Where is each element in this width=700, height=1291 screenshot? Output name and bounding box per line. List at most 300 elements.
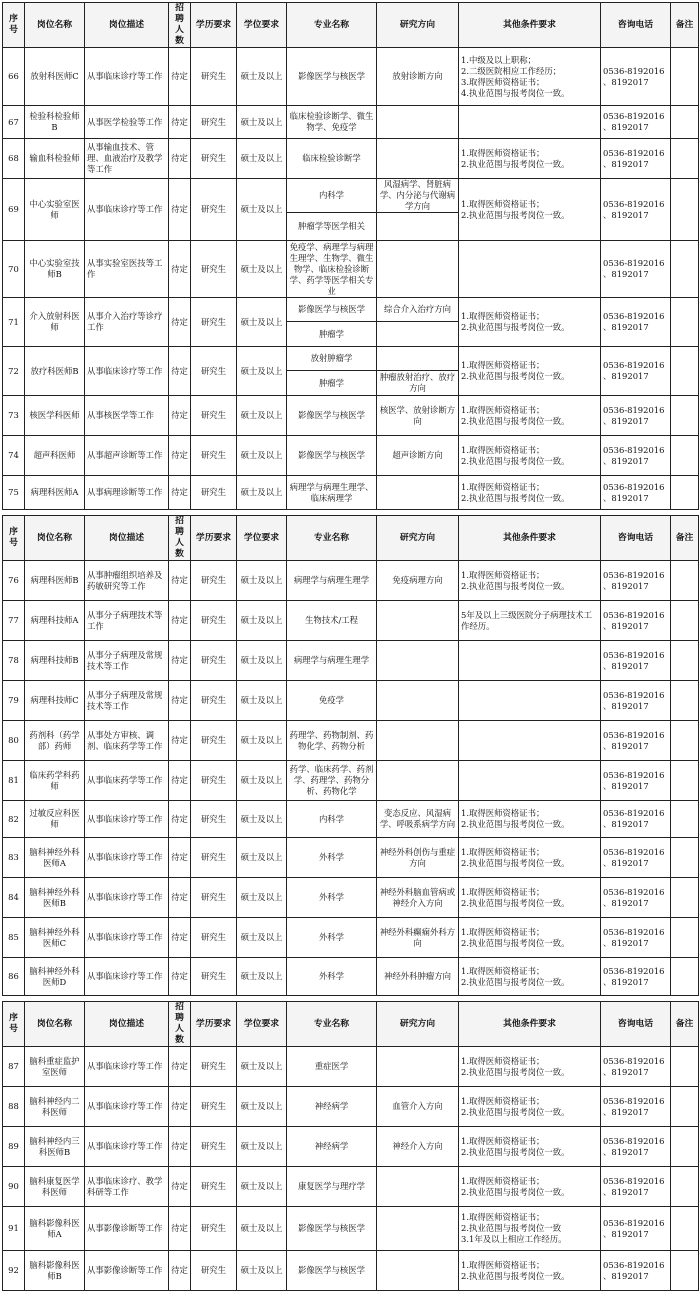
contact-phone: 0536-8192016 、8192017 — [601, 681, 671, 721]
post-name: 病理科技师B — [25, 641, 85, 681]
research-direction: 放射诊断方向 — [377, 48, 459, 106]
table-row — [3, 878, 699, 918]
remarks — [671, 347, 699, 396]
table-row — [3, 298, 699, 322]
remarks — [671, 476, 699, 510]
table-row — [3, 641, 699, 681]
research-direction — [377, 1207, 459, 1251]
row-number: 77 — [3, 601, 25, 641]
other-requirements — [459, 721, 601, 761]
research-direction — [377, 241, 459, 298]
contact-phone: 0536-8192016 、8192017 — [601, 1207, 671, 1251]
contact-phone: 0536-8192016 、8192017 — [601, 801, 671, 838]
education-requirement: 研究生 — [191, 1047, 237, 1087]
other-requirements — [459, 106, 601, 139]
major-name: 影像医学与核医学 — [287, 396, 377, 436]
major-name: 影像医学与核医学 — [287, 1207, 377, 1251]
major-name: 内科学 — [287, 801, 377, 838]
post-description: 从事分子病理及常规技术等工作 — [85, 641, 169, 681]
other-requirements-header: 其他条件要求 — [459, 3, 601, 48]
research-direction — [377, 1047, 459, 1087]
remarks-header: 备注 — [671, 1002, 699, 1047]
table-row — [3, 918, 699, 958]
post-description: 从事临床诊疗等工作 — [85, 48, 169, 106]
table-row — [3, 1127, 699, 1167]
other-requirements: 1.取得医师资格证书； 2.执业范围与报考岗位一致。 — [459, 1251, 601, 1291]
degree-requirement: 硕士及以上 — [237, 48, 287, 106]
contact-phone: 0536-8192016 、8192017 — [601, 958, 671, 996]
major-name: 内科学 — [287, 179, 377, 213]
major-name: 外科学 — [287, 918, 377, 958]
degree-requirement: 硕士及以上 — [237, 918, 287, 958]
post-description: 从事肿瘤组织培养及药敏研究等工作 — [85, 561, 169, 601]
table-row — [3, 48, 699, 106]
post-description: 从事临床诊疗等工作 — [85, 1087, 169, 1127]
other-requirements: 1.中级及以上职称； 2.二级医院相应工作经历； 3.取得医师资格证书； 4.执业范围与报考岗位一致。 — [459, 48, 601, 106]
other-requirements: 5年及以上三级医院分子病理技术工作经历。 — [459, 601, 601, 641]
major-name: 肿瘤学 — [287, 371, 377, 396]
degree-requirement: 硕士及以上 — [237, 396, 287, 436]
recruit-count: 待定 — [169, 958, 191, 996]
row-number: 67 — [3, 106, 25, 139]
research-direction — [377, 641, 459, 681]
table-row — [3, 1087, 699, 1127]
remarks — [671, 1127, 699, 1167]
remarks — [671, 1207, 699, 1251]
remarks — [671, 801, 699, 838]
table-row — [3, 801, 699, 838]
degree-requirement: 硕士及以上 — [237, 1251, 287, 1291]
education-requirement: 研究生 — [191, 139, 237, 179]
education-header: 学历要求 — [191, 1002, 237, 1047]
other-requirements: 1.取得医师资格证书； 2.执业范围与报考岗位一致。 — [459, 436, 601, 476]
research-direction — [377, 681, 459, 721]
research-direction: 血管介入方向 — [377, 1087, 459, 1127]
degree-requirement: 硕士及以上 — [237, 878, 287, 918]
research-direction — [377, 721, 459, 761]
contact-phone: 0536-8192016 、8192017 — [601, 1087, 671, 1127]
post-name: 脑科神经外科医师D — [25, 958, 85, 996]
row-number: 78 — [3, 641, 25, 681]
remarks — [671, 241, 699, 298]
contact-phone: 0536-8192016 、8192017 — [601, 139, 671, 179]
contact-phone: 0536-8192016 、8192017 — [601, 1047, 671, 1087]
post-name: 脑科影像科医师A — [25, 1207, 85, 1251]
table-row — [3, 721, 699, 761]
recruit-count: 待定 — [169, 241, 191, 298]
post-description: 从事临床药学等工作 — [85, 761, 169, 801]
recruitment-table-segment — [2, 2, 699, 510]
post-name: 超声科医师 — [25, 436, 85, 476]
other-requirements: 1.取得医师资格证书； 2.执业范围与报考岗位一致。 — [459, 918, 601, 958]
contact-phone: 0536-8192016 、8192017 — [601, 298, 671, 347]
post-name: 脑科神经外科医师A — [25, 838, 85, 878]
post-desc-header: 岗位描述 — [85, 3, 169, 48]
table-row — [3, 681, 699, 721]
education-requirement: 研究生 — [191, 106, 237, 139]
degree-requirement: 硕士及以上 — [237, 1167, 287, 1207]
table-row — [3, 561, 699, 601]
degree-requirement: 硕士及以上 — [237, 436, 287, 476]
other-requirements: 1.取得医师资格证书； 2.执业范围与报考岗位一致。 — [459, 139, 601, 179]
post-name: 临床药学科药师 — [25, 761, 85, 801]
recruitment-table-segment — [2, 1001, 699, 1291]
major-name: 影像医学与核医学 — [287, 298, 377, 322]
post-name: 病理科技师A — [25, 601, 85, 641]
degree-requirement: 硕士及以上 — [237, 1127, 287, 1167]
major-name: 外科学 — [287, 878, 377, 918]
degree-requirement: 硕士及以上 — [237, 958, 287, 996]
remarks — [671, 641, 699, 681]
post-name: 输血科检验师 — [25, 139, 85, 179]
research-direction — [377, 139, 459, 179]
post-name-header: 岗位名称 — [25, 516, 85, 561]
row-number: 92 — [3, 1251, 25, 1291]
degree-requirement: 硕士及以上 — [237, 106, 287, 139]
major-name: 神经病学 — [287, 1127, 377, 1167]
post-description: 从事分子病理技术等工作 — [85, 601, 169, 641]
education-requirement: 研究生 — [191, 298, 237, 347]
table-row — [3, 1167, 699, 1207]
education-requirement: 研究生 — [191, 241, 237, 298]
post-name: 介入放射科医师 — [25, 298, 85, 347]
major-name: 临床检验诊断学 — [287, 139, 377, 179]
other-requirements: 1.取得医师资格证书； 2.执业范围与报考岗位一致。 — [459, 1167, 601, 1207]
recruit-count: 待定 — [169, 179, 191, 241]
contact-phone: 0536-8192016 、8192017 — [601, 396, 671, 436]
no-header: 序号 — [3, 1002, 25, 1047]
major-name: 免疫学 — [287, 681, 377, 721]
recruit-count: 待定 — [169, 641, 191, 681]
education-requirement: 研究生 — [191, 1087, 237, 1127]
recruit-count: 待定 — [169, 396, 191, 436]
education-requirement: 研究生 — [191, 1207, 237, 1251]
contact-phone: 0536-8192016 、8192017 — [601, 1167, 671, 1207]
major-name: 影像医学与核医学 — [287, 1251, 377, 1291]
major-name: 影像医学与核医学 — [287, 48, 377, 106]
contact-phone: 0536-8192016 、8192017 — [601, 1251, 671, 1291]
remarks — [671, 139, 699, 179]
post-description: 从事超声诊断等工作 — [85, 436, 169, 476]
education-requirement: 研究生 — [191, 1167, 237, 1207]
post-name: 核医学科医师 — [25, 396, 85, 436]
post-description: 从事临床诊疗等工作 — [85, 179, 169, 241]
other-requirements: 1.取得医师资格证书； 2.执业范围与报考岗位一致。 — [459, 838, 601, 878]
major-name: 病理学与病理生理学 — [287, 641, 377, 681]
education-requirement: 研究生 — [191, 1127, 237, 1167]
major-name: 药理学、药物制剂、药物化学、药物分析 — [287, 721, 377, 761]
remarks — [671, 436, 699, 476]
remarks-header: 备注 — [671, 3, 699, 48]
post-description: 从事输血技术、管理、血液治疗及教学等工作 — [85, 139, 169, 179]
recruitment-table-segment — [2, 515, 699, 996]
recruit-count: 待定 — [169, 681, 191, 721]
contact-phone: 0536-8192016 、8192017 — [601, 878, 671, 918]
contact-phone: 0536-8192016 、8192017 — [601, 1127, 671, 1167]
degree-requirement: 硕士及以上 — [237, 601, 287, 641]
other-requirements — [459, 761, 601, 801]
recruit-count: 待定 — [169, 1087, 191, 1127]
row-number: 85 — [3, 918, 25, 958]
row-number: 74 — [3, 436, 25, 476]
major-name: 免疫学、病理学与病理生理学、生物学、微生物学、临床检验诊断学、药学等医学相关专业 — [287, 241, 377, 298]
remarks — [671, 918, 699, 958]
remarks — [671, 721, 699, 761]
other-requirements: 1.取得医师资格证书； 2.执业范围与报考岗位一致。 — [459, 801, 601, 838]
degree-requirement: 硕士及以上 — [237, 1087, 287, 1127]
table-row — [3, 838, 699, 878]
education-requirement: 研究生 — [191, 918, 237, 958]
post-name: 脑科神经内三科医师B — [25, 1127, 85, 1167]
contact-phone: 0536-8192016 、8192017 — [601, 721, 671, 761]
post-name: 病理科医师A — [25, 476, 85, 510]
recruit-count: 待定 — [169, 298, 191, 347]
table-row — [3, 958, 699, 996]
remarks — [671, 1047, 699, 1087]
degree-header: 学位要求 — [237, 3, 287, 48]
row-number: 90 — [3, 1167, 25, 1207]
table-row — [3, 761, 699, 801]
post-name-header: 岗位名称 — [25, 3, 85, 48]
no-header: 序号 — [3, 3, 25, 48]
contact-phone: 0536-8192016 、8192017 — [601, 561, 671, 601]
recruit-count: 待定 — [169, 48, 191, 106]
recruit-count: 待定 — [169, 918, 191, 958]
other-requirements: 1.取得医师资格证书； 2.执业范围与报考岗位一致。 — [459, 1127, 601, 1167]
recruit-count: 待定 — [169, 561, 191, 601]
major-name: 放射肿瘤学 — [287, 347, 377, 371]
degree-requirement: 硕士及以上 — [237, 838, 287, 878]
other-requirements: 1.取得医师资格证书； 2.执业范围与报考岗位一致。 — [459, 958, 601, 996]
contact-phone: 0536-8192016 、8192017 — [601, 347, 671, 396]
table-row — [3, 476, 699, 510]
research-direction: 核医学、放射诊断方向 — [377, 396, 459, 436]
row-number: 68 — [3, 139, 25, 179]
major-name: 肿瘤学 — [287, 322, 377, 347]
phone-header: 咨询电话 — [601, 1002, 671, 1047]
research-direction: 肿瘤放射治疗、放疗方向 — [377, 371, 459, 396]
research-direction: 变态反应、风湿病学、呼吸系病学方向 — [377, 801, 459, 838]
count-header: 招聘人数 — [169, 516, 191, 561]
recruit-count: 待定 — [169, 1047, 191, 1087]
recruit-count: 待定 — [169, 106, 191, 139]
post-description: 从事实验室医技等工作 — [85, 241, 169, 298]
recruit-count: 待定 — [169, 476, 191, 510]
major-name: 神经病学 — [287, 1087, 377, 1127]
post-name: 中心实验室技师B — [25, 241, 85, 298]
post-description: 从事病理诊断等工作 — [85, 476, 169, 510]
education-requirement: 研究生 — [191, 958, 237, 996]
post-description: 从事介入治疗等诊疗工作 — [85, 298, 169, 347]
education-header: 学历要求 — [191, 3, 237, 48]
row-number: 81 — [3, 761, 25, 801]
post-name: 过敏反应科医师 — [25, 801, 85, 838]
post-name: 病理科医师B — [25, 561, 85, 601]
research-header: 研究方向 — [377, 3, 459, 48]
recruit-count: 待定 — [169, 761, 191, 801]
research-direction: 风湿病学、肾脏病学、内分泌与代谢病学方向 — [377, 179, 459, 213]
post-name: 放疗科医师B — [25, 347, 85, 396]
post-description: 从事临床诊疗等工作 — [85, 838, 169, 878]
research-direction — [377, 347, 459, 371]
post-name: 药剂科（药学部）药师 — [25, 721, 85, 761]
research-direction: 神经外科肿瘤方向 — [377, 958, 459, 996]
education-requirement: 研究生 — [191, 721, 237, 761]
degree-requirement: 硕士及以上 — [237, 561, 287, 601]
contact-phone: 0536-8192016 、8192017 — [601, 601, 671, 641]
education-requirement: 研究生 — [191, 641, 237, 681]
post-name: 放射科医师C — [25, 48, 85, 106]
post-description: 从事影像诊断等工作 — [85, 1251, 169, 1291]
row-number: 75 — [3, 476, 25, 510]
other-requirements: 1.取得医师资格证书； 2.执业范围与报考岗位一致。 — [459, 1087, 601, 1127]
post-name: 脑科神经外科医师B — [25, 878, 85, 918]
contact-phone: 0536-8192016 、8192017 — [601, 436, 671, 476]
table-row — [3, 106, 699, 139]
recruit-count: 待定 — [169, 878, 191, 918]
degree-requirement: 硕士及以上 — [237, 347, 287, 396]
education-requirement: 研究生 — [191, 601, 237, 641]
major-name: 临床检验诊断学、微生物学、免疫学 — [287, 106, 377, 139]
research-direction — [377, 601, 459, 641]
remarks — [671, 878, 699, 918]
post-name: 脑科重症监护室医师 — [25, 1047, 85, 1087]
research-direction — [377, 322, 459, 347]
row-number: 88 — [3, 1087, 25, 1127]
contact-phone: 0536-8192016 、8192017 — [601, 918, 671, 958]
table-row — [3, 1251, 699, 1291]
major-name: 生物技术/工程 — [287, 601, 377, 641]
education-requirement: 研究生 — [191, 179, 237, 241]
research-direction — [377, 1167, 459, 1207]
contact-phone: 0536-8192016 、8192017 — [601, 476, 671, 510]
other-requirements: 1.取得医师资格证书； 2.执业范围与报考岗位一致。 — [459, 561, 601, 601]
remarks — [671, 1251, 699, 1291]
other-requirements-header: 其他条件要求 — [459, 516, 601, 561]
table-row — [3, 1207, 699, 1251]
degree-header: 学位要求 — [237, 1002, 287, 1047]
research-header: 研究方向 — [377, 516, 459, 561]
education-requirement: 研究生 — [191, 396, 237, 436]
table-row — [3, 601, 699, 641]
table-row — [3, 1047, 699, 1087]
research-direction: 免疫病理方向 — [377, 561, 459, 601]
post-description: 从事临床诊疗等工作 — [85, 958, 169, 996]
research-direction: 超声诊断方向 — [377, 436, 459, 476]
contact-phone: 0536-8192016 、8192017 — [601, 48, 671, 106]
row-number: 69 — [3, 179, 25, 241]
education-header: 学历要求 — [191, 516, 237, 561]
research-direction: 神经外科癫痫外科方向 — [377, 918, 459, 958]
remarks — [671, 958, 699, 996]
contact-phone: 0536-8192016 、8192017 — [601, 241, 671, 298]
contact-phone: 0536-8192016 、8192017 — [601, 106, 671, 139]
other-requirements: 1.取得医师资格证书； 2.执业范围与报考岗位一致。 — [459, 476, 601, 510]
other-requirements — [459, 681, 601, 721]
degree-requirement: 硕士及以上 — [237, 681, 287, 721]
table-row — [3, 179, 699, 213]
row-number: 91 — [3, 1207, 25, 1251]
row-number: 83 — [3, 838, 25, 878]
major-name: 外科学 — [287, 958, 377, 996]
degree-requirement: 硕士及以上 — [237, 1047, 287, 1087]
contact-phone: 0536-8192016 、8192017 — [601, 838, 671, 878]
education-requirement: 研究生 — [191, 681, 237, 721]
recruit-count: 待定 — [169, 721, 191, 761]
table-row — [3, 241, 699, 298]
education-requirement: 研究生 — [191, 476, 237, 510]
row-number: 66 — [3, 48, 25, 106]
major-name: 康复医学与理疗学 — [287, 1167, 377, 1207]
phone-header: 咨询电话 — [601, 516, 671, 561]
research-header: 研究方向 — [377, 1002, 459, 1047]
row-number: 79 — [3, 681, 25, 721]
recruit-count: 待定 — [169, 1167, 191, 1207]
row-number: 87 — [3, 1047, 25, 1087]
post-name: 中心实验室医师 — [25, 179, 85, 241]
remarks-header: 备注 — [671, 516, 699, 561]
post-description: 从事临床诊疗等工作 — [85, 347, 169, 396]
major-name: 病理学与病理生理学、临床病理学 — [287, 476, 377, 510]
remarks — [671, 601, 699, 641]
post-description: 从事临床诊疗等工作 — [85, 1127, 169, 1167]
recruitment-table-page — [2, 2, 698, 1291]
major-name: 外科学 — [287, 838, 377, 878]
education-requirement: 研究生 — [191, 347, 237, 396]
post-name: 病理科技师C — [25, 681, 85, 721]
education-requirement: 研究生 — [191, 48, 237, 106]
recruit-count: 待定 — [169, 601, 191, 641]
row-number: 76 — [3, 561, 25, 601]
education-requirement: 研究生 — [191, 801, 237, 838]
post-desc-header: 岗位描述 — [85, 1002, 169, 1047]
post-desc-header: 岗位描述 — [85, 516, 169, 561]
post-description: 从事处方审核、调剂、临床药学等工作 — [85, 721, 169, 761]
row-number: 73 — [3, 396, 25, 436]
post-name: 检验科检验师B — [25, 106, 85, 139]
research-direction: 综合介入治疗方向 — [377, 298, 459, 322]
count-header: 招聘人数 — [169, 1002, 191, 1047]
education-requirement: 研究生 — [191, 878, 237, 918]
recruit-count: 待定 — [169, 838, 191, 878]
other-requirements-header: 其他条件要求 — [459, 1002, 601, 1047]
other-requirements: 1.取得医师资格证书； 2.执业范围与报考岗位一致。 — [459, 396, 601, 436]
row-number: 80 — [3, 721, 25, 761]
recruit-count: 待定 — [169, 436, 191, 476]
research-direction — [377, 213, 459, 241]
degree-requirement: 硕士及以上 — [237, 179, 287, 241]
post-description: 从事临床诊疗等工作 — [85, 918, 169, 958]
other-requirements: 1.取得医师资格证书； 2.执业范围与报考岗位一致。 — [459, 298, 601, 347]
post-description: 从事临床诊疗等工作 — [85, 1047, 169, 1087]
degree-requirement: 硕士及以上 — [237, 298, 287, 347]
degree-requirement: 硕士及以上 — [237, 241, 287, 298]
research-direction: 神经外科脑血管病或神经介入方向 — [377, 878, 459, 918]
post-name: 脑科神经外科医师C — [25, 918, 85, 958]
post-description: 从事医学检验等工作 — [85, 106, 169, 139]
recruit-count: 待定 — [169, 801, 191, 838]
other-requirements: 1.取得医师资格证书； 2.执业范围与报考岗位一致。 — [459, 1047, 601, 1087]
post-name: 脑科神经内二科医师 — [25, 1087, 85, 1127]
row-number: 86 — [3, 958, 25, 996]
recruit-count: 待定 — [169, 1127, 191, 1167]
table-row — [3, 436, 699, 476]
row-number: 82 — [3, 801, 25, 838]
degree-requirement: 硕士及以上 — [237, 1207, 287, 1251]
degree-requirement: 硕士及以上 — [237, 139, 287, 179]
post-name: 脑科康复医学科医师 — [25, 1167, 85, 1207]
recruit-count: 待定 — [169, 347, 191, 396]
